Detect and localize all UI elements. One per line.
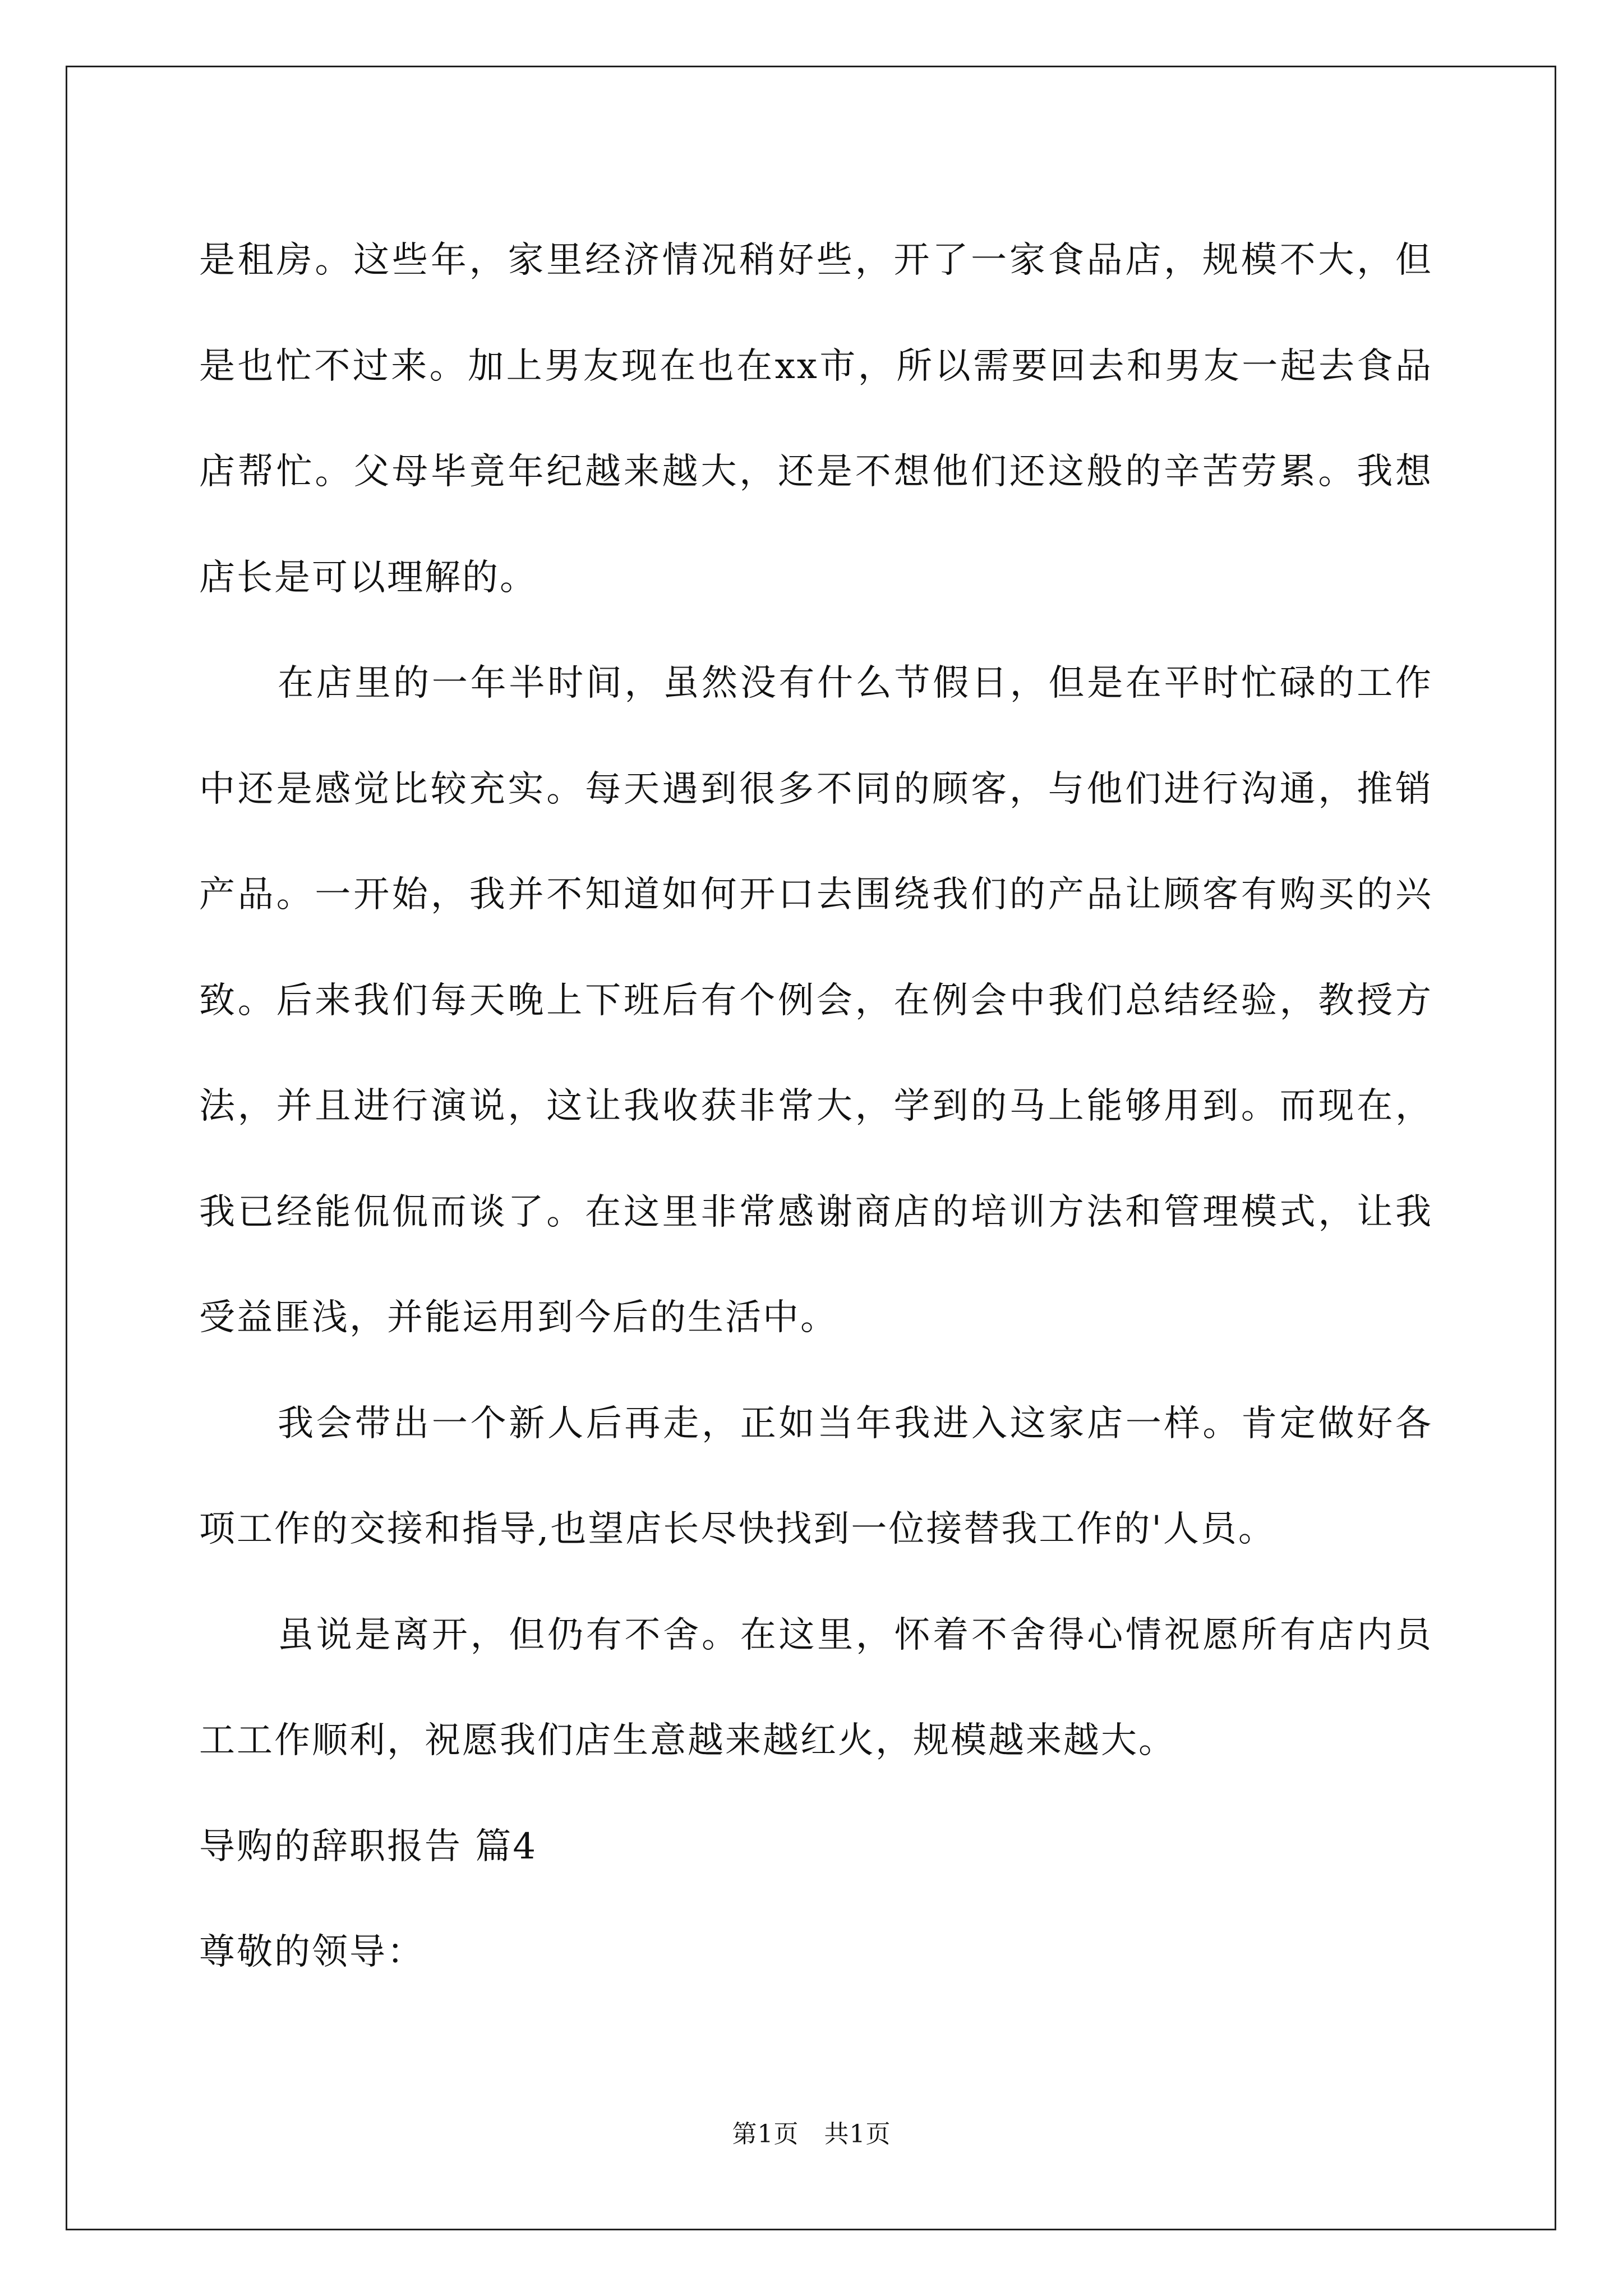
page-number: 第1页 — [732, 2120, 799, 2148]
document-body — [199, 208, 1433, 2005]
page-total: 共1页 — [824, 2120, 891, 2148]
section-heading: 导购的辞职报告 篇4 — [199, 1825, 538, 1867]
paragraph-2: 在店里的一年半时间，虽然没有什么节假日，但是在平时忙碌的工作中还是感觉比较充实。每天遇到很多不同的顾客，与他们进行沟通，推销产品。一开始，我并不知道如何开口去围绕我们的产品让顾客有购买的兴致。后来我们每天晚上下班后有个例会，在例会中我们总结经验，教授方法，并且进行演说，这让我收获非常大，学到的马上能够用到。而现在，我已经能侃侃而谈了。在这里非常感谢商店的培训方法和管理模式，让我受益匪浅，并能运用到今后的生活中。 — [199, 662, 1433, 1338]
paragraph-1: 是租房。这些年，家里经济情况稍好些，开了一家食品店，规模不大，但是也忙不过来。加上男友现在也在xx市，所以需要回去和男友一起去食品店帮忙。父母毕竟年纪越来越大，还是不想他们还这般的辛苦劳累。我想店长是可以理解的。 — [199, 240, 1433, 599]
salutation: 尊敬的领导： — [199, 1931, 425, 1973]
page-footer — [0, 2118, 1623, 2151]
paragraph-3: 我会带出一个新人后再走，正如当年我进入这家店一样。肯定做好各项工作的交接和指导,也望店长尽快找到一位接替我工作的'人员。 — [199, 1402, 1433, 1550]
paragraph-4: 虽说是离开，但仍有不舍。在这里，怀着不舍得心情祝愿所有店内员工工作顺利，祝愿我们店生意越来越红火，规模越来越大。 — [199, 1614, 1433, 1761]
